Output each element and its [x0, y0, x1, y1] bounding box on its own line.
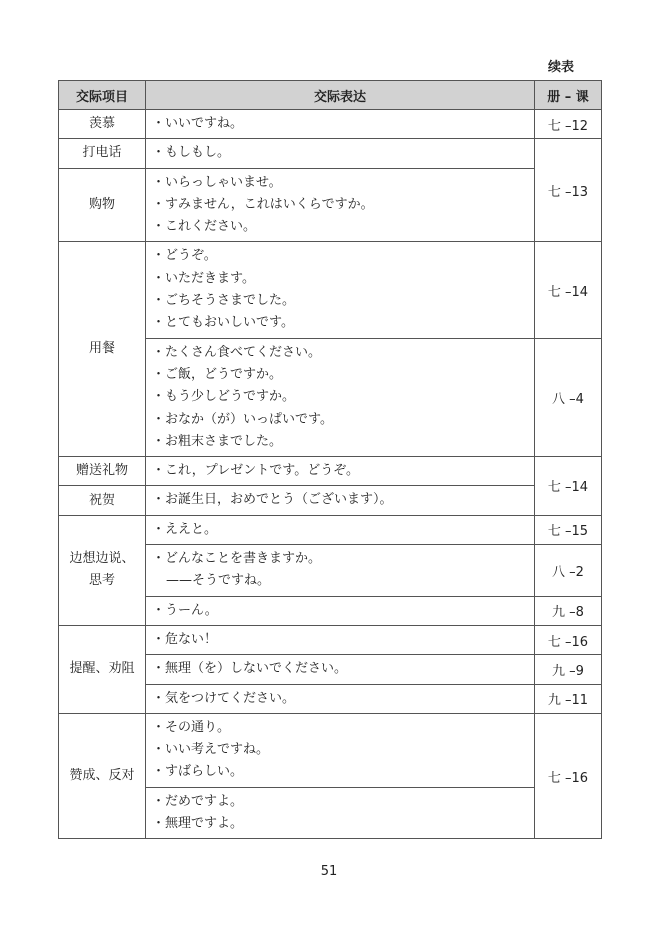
table-row [59, 168, 602, 242]
table-row [59, 110, 602, 139]
item-cell: 打电话 [59, 139, 146, 168]
expression-line: ・いい考えですね。 [152, 742, 270, 758]
expression-cell [146, 684, 535, 713]
expression-cell [146, 625, 535, 654]
ref-cell: 七 –13 [535, 139, 602, 242]
expression-line: ・すばらしい。 [152, 764, 244, 780]
expression-cell [146, 787, 535, 839]
expression-line: ・無理ですよ。 [152, 816, 244, 832]
expression-line: ・もう少しどうですか。 [152, 389, 296, 405]
expression-line: ・とてもおいしいです。 [152, 315, 294, 331]
expression-line: ——そうですね。 [166, 573, 271, 589]
expression-cell [146, 139, 535, 168]
item-cell: 赠送礼物 [59, 457, 146, 486]
expression-line: ・すみません，これはいくらですか。 [152, 196, 374, 212]
table-row [59, 242, 602, 338]
header-item: 交际项目 [59, 81, 146, 110]
expression-cell [146, 545, 535, 597]
expression-line: ・どんなことを書きますか。 [152, 551, 322, 567]
item-cell: 购物 [59, 168, 146, 242]
header-row [59, 81, 602, 110]
expression-cell [146, 338, 535, 456]
item-line: 思考 [88, 573, 115, 589]
expression-cell [146, 486, 535, 515]
expression-line: ・危ない！ [152, 631, 218, 647]
expression-line: ・いらっしゃいませ。 [152, 174, 282, 190]
table-row [59, 713, 602, 787]
expression-cell [146, 596, 535, 625]
expression-cell [146, 655, 535, 684]
expression-line: ・これください。 [152, 219, 257, 235]
header-expression: 交际表达 [146, 81, 535, 110]
item-cell: 用餐 [59, 242, 146, 457]
item-cell: 羡慕 [59, 110, 146, 139]
expression-line: ・その通り。 [152, 719, 231, 735]
item-cell: 祝贺 [59, 486, 146, 515]
table-row [59, 625, 602, 654]
expression-line: ・ごちそうさまでした。 [152, 293, 296, 309]
ref-cell: 七 –14 [535, 242, 602, 338]
expression-cell [146, 168, 535, 242]
communication-table [58, 80, 602, 839]
expression-line: ・どうぞ。 [152, 248, 217, 264]
expression-line: ・お誕生日，おめでとう（ございます）。 [152, 492, 393, 508]
expression-line: ・ええと。 [152, 521, 218, 537]
header-ref: 册 – 课 [535, 81, 602, 110]
expression-cell [146, 457, 535, 486]
continued-label: 续表 [548, 60, 575, 75]
expression-cell [146, 713, 535, 787]
expression-cell [146, 242, 535, 338]
item-line: 边想边说、 [69, 551, 135, 567]
expression-line: ・いいですね。 [152, 116, 244, 131]
ref-cell: 九 –9 [535, 655, 602, 684]
expression-line: ・おなか（が）いっぱいです。 [152, 411, 333, 427]
expression-line: ・無理（を）しないでください。 [152, 661, 348, 677]
table-row [59, 515, 602, 544]
expression-line: ・お粗末さまでした。 [152, 433, 283, 449]
expression-cell [146, 110, 535, 139]
item-cell: 赞成、反对 [59, 713, 146, 838]
expression-line: ・もしもし。 [152, 145, 231, 161]
table-row [59, 457, 602, 486]
expression-cell [146, 515, 535, 544]
item-cell [59, 515, 146, 625]
table-row [59, 139, 602, 168]
table-row [59, 486, 602, 515]
expression-line: ・いただきます。 [152, 270, 255, 286]
expression-line: ・たくさん食べてください。 [152, 344, 322, 360]
ref-cell: 七 –16 [535, 713, 602, 838]
expression-line: ・気をつけてください。 [152, 690, 296, 706]
expression-line: ・これ，プレゼントです。どうぞ。 [152, 463, 359, 479]
ref-cell: 八 –2 [535, 545, 602, 597]
ref-cell: 七 –15 [535, 515, 602, 544]
expression-line: ・ご飯，どうですか。 [152, 366, 283, 382]
page-number: 51 [320, 864, 338, 879]
ref-cell: 九 –11 [535, 684, 602, 713]
expression-line: ・だめですよ。 [152, 793, 244, 809]
item-cell: 提醒、劝阻 [59, 625, 146, 713]
expression-line: ・うーん。 [152, 602, 218, 618]
ref-cell: 七 –16 [535, 625, 602, 654]
ref-cell: 七 –14 [535, 457, 602, 516]
ref-cell: 七 –12 [535, 110, 602, 139]
ref-cell: 九 –8 [535, 596, 602, 625]
ref-cell: 八 –4 [535, 338, 602, 456]
